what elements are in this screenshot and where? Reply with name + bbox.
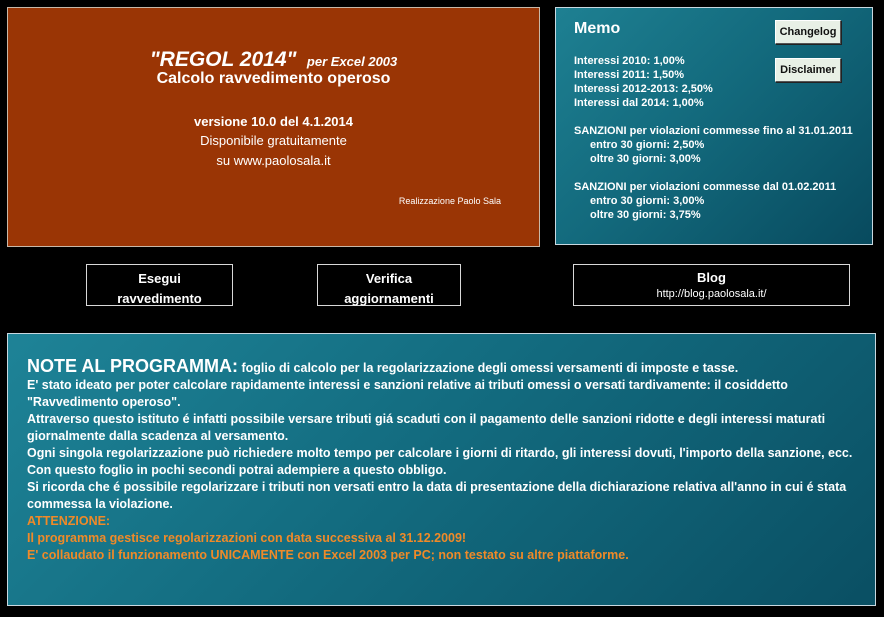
disclaimer-button[interactable]: Disclaimer (775, 58, 841, 82)
notes-heading-line (27, 358, 867, 377)
title-panel (7, 7, 540, 247)
calc-title: Calcolo ravvedimento operoso (156, 70, 391, 87)
notes-paragraph: Attraverso questo istituto é infatti possibile versare tributi giá scaduti con il pagamento delle sanzioni ridotte e degli interessi maturati giornalmente dalla scadenza al versamento. (27, 412, 826, 443)
notes-panel (7, 333, 876, 606)
sanctions-1-beyond: oltre 30 giorni: 3,00% (590, 153, 701, 165)
blog-title: Blog (697, 270, 726, 285)
memo-title: Memo (574, 20, 621, 37)
app-title-line (8, 48, 539, 72)
sanctions-2-beyond: oltre 30 giorni: 3,75% (590, 209, 701, 221)
spacer (574, 166, 868, 180)
esegui-label-line1: Esegui (138, 271, 181, 286)
verifica-aggiornamenti-button[interactable] (317, 264, 461, 306)
interest-rate-2012-2013: Interessi 2012-2013: 2,50% (574, 83, 713, 95)
notes-paragraph: Con questo foglio in pochi secondi potrai adempiere a questo obbligo. (27, 463, 447, 477)
changelog-button[interactable]: Changelog (775, 20, 841, 44)
notes-paragraph: E' stato ideato per poter calcolare rapidamente interessi e sanzioni relative ai tributi omessi o versati tardivamente: il cosiddetto "Ravvedimento operoso". (27, 378, 788, 409)
app-subtitle: per Excel 2003 (306, 54, 398, 69)
verifica-label-line2: aggiornamenti (344, 291, 434, 306)
app-name: "REGOL 2014" (149, 48, 297, 71)
notes-paragraph: Si ricorda che é possibile regolarizzare i tributi non versati entro la data di presentazione della dichiarazione relativa all'anno in cui é stata commessa la violazione. (27, 480, 847, 511)
sanctions-1-within: entro 30 giorni: 2,50% (590, 139, 705, 151)
credit-label: Realizzazione Paolo Sala (398, 196, 501, 206)
esegui-ravvedimento-button[interactable] (86, 264, 233, 306)
attention-line: E' collaudato il funzionamento UNICAMENTE con Excel 2003 per PC; non testato su altre piattaforme. (27, 548, 629, 562)
notes-body (27, 358, 867, 564)
spacer (574, 110, 868, 124)
website-label: su www.paolosala.it (216, 153, 331, 168)
notes-intro: foglio di calcolo per la regolarizzazione degli omessi versamenti di imposte e tasse. (241, 361, 739, 375)
attention-label: ATTENZIONE: (27, 514, 111, 528)
memo-content (574, 54, 868, 222)
interest-rate-2010: Interessi 2010: 1,00% (574, 55, 685, 67)
availability-label: Disponibile gratuitamente (200, 133, 347, 148)
sanctions-1-heading: SANZIONI per violazioni commesse fino al 31.01.2011 (574, 125, 853, 137)
blog-url: http://blog.paolosala.it/ (656, 288, 767, 300)
interest-rate-2011: Interessi 2011: 1,50% (574, 69, 685, 81)
interest-rate-2014: Interessi dal 2014: 1,00% (574, 97, 704, 109)
esegui-label-line2: ravvedimento (117, 291, 202, 306)
notes-paragraph: Ogni singola regolarizzazione può richiedere molto tempo per calcolare i giorni di ritardo, gli interessi dovuti, l'importo della sanzione, ecc. (27, 446, 853, 460)
verifica-label-line1: Verifica (365, 271, 413, 286)
sanctions-2-within: entro 30 giorni: 3,00% (590, 195, 705, 207)
attention-line: Il programma gestisce regolarizzazioni con data successiva al 31.12.2009! (27, 531, 467, 545)
memo-panel (555, 7, 873, 245)
notes-heading: NOTE AL PROGRAMMA: (27, 356, 238, 376)
version-label: versione 10.0 del 4.1.2014 (194, 114, 353, 129)
blog-button[interactable] (573, 264, 850, 306)
sanctions-2-heading: SANZIONI per violazioni commesse dal 01.02.2011 (574, 181, 837, 193)
